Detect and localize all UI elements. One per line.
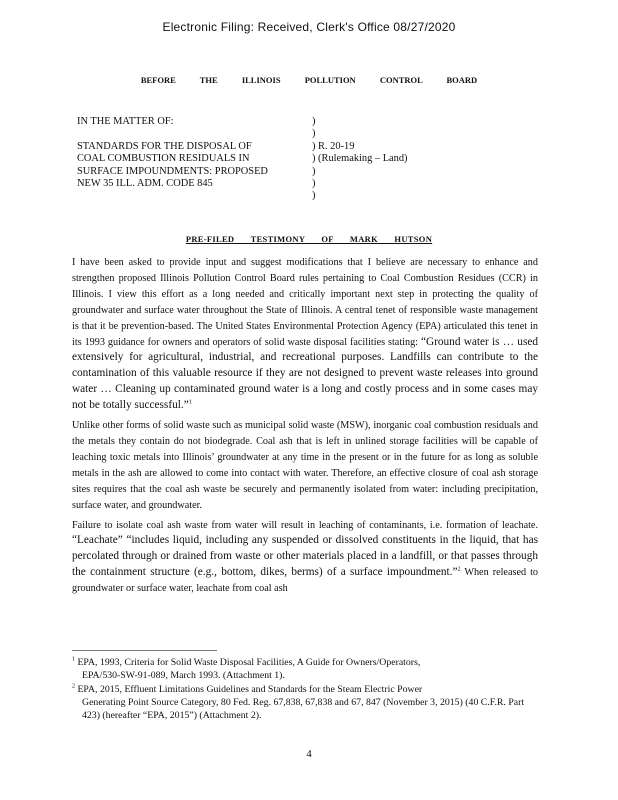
caption-bracket: ) (312, 128, 316, 140)
epa-quote: “Ground water is … used extensively for agricultural, industrial, and recreational purposes. Landfills can contribute to the contamination of this valuable resource if they are not designed to prevent waste releases into ground water … Cleaning up contaminated ground water is a long and costly process and in some cases may not be totally successful.” (72, 335, 538, 412)
footnote-divider (72, 650, 217, 651)
caption-left (77, 116, 317, 190)
paragraph-3-continuation: When released to groundwater or surface water, leachate from coal ash (72, 567, 538, 595)
footnote-text: EPA, 1993, Criteria for Solid Waste Disposal Facilities, A Guide for Owners/Operators, (75, 657, 421, 668)
caption-line (77, 128, 317, 140)
board-heading: BEFORE THE ILLINOIS POLLUTION CONTROL BOARD (140, 75, 478, 85)
caption-line: STANDARDS FOR THE DISPOSAL OF (77, 140, 252, 152)
paragraph-1 (72, 255, 538, 414)
leachate-definition: “Leachate” “includes liquid, including any suspended or dissolved constituents in the liquid, that has percolated through or drained from waste or other materials placed in a landfill, or that passes through the containment structure (e.g., bottom, dikes, berms) of a surface impoundment.” (72, 534, 538, 579)
caption-bracket: ) (312, 190, 316, 202)
paragraph-3-text: Failure to isolate coal ash waste from water will result in leaching of contaminants, i.e. formation of leachate. (72, 519, 538, 531)
caption-bracket: ) (312, 165, 316, 177)
testimony-title: PRE-FILED TESTIMONY OF MARK HUTSON (185, 234, 433, 244)
paragraph-1-text: I have been asked to provide input and suggest modifications that I believe are necessary to enhance and strengthen proposed Illinois Pollution Control Board rules pertaining to Coal Combustion Residues (CCR) in Illinois. I view this effort as a long needed and critically important next step in protecting the quality of groundwater and surface water throughout the State of Illinois. A central tenet of responsible waste management is that it be prevention-based. The United States Environmental Protection Agency (EPA) articulated this tenet in its 1993 guidance for owners and operators of solid waste disposal facilities stating: (72, 257, 538, 348)
docket-number: ) R. 20-19 (312, 140, 355, 152)
caption-right (312, 116, 512, 203)
rulemaking-type: ) (Rulemaking – Land) (312, 153, 408, 165)
footnote-text: EPA, 2015, Effluent Limitations Guidelines and Standards for the Steam Electric Power (75, 684, 423, 695)
footnote-2 (72, 683, 538, 722)
paragraph-3 (72, 518, 538, 598)
footnote-mark: 1 (72, 656, 75, 663)
testimony-title-wrap (0, 229, 618, 247)
footnotes (72, 656, 538, 723)
testimony-body (72, 255, 538, 601)
footnote-ref-1[interactable]: 1 (188, 399, 192, 406)
caption-bracket: ) (312, 116, 316, 127)
caption-line: IN THE MATTER OF: (77, 116, 174, 127)
footnote-ref-2[interactable]: 2 (457, 566, 461, 573)
page-number: 4 (306, 748, 312, 760)
caption-line: SURFACE IMPOUNDMENTS: PROPOSED (77, 165, 268, 177)
footnote-mark: 2 (72, 683, 75, 690)
filing-stamp-header: Electronic Filing: Received, Clerk's Office 08/27/2020 (162, 20, 456, 34)
footnote-1 (72, 656, 538, 682)
caption-line: COAL COMBUSTION RESIDUALS IN (77, 153, 250, 165)
footnote-text-cont: Generating Point Source Category, 80 Fed. Reg. 67,838, 67,838 and 67, 847 (November 3, 2015) (40 C.F.R. Part 423) (hereafter “EPA, 2015”) (Attachment 2). (82, 697, 525, 721)
caption-line: NEW 35 ILL. ADM. CODE 845 (77, 178, 213, 190)
paragraph-2: Unlike other forms of solid waste such as municipal solid waste (MSW), inorganic coal combustion residuals and the metals they contain do not biodegrade. Coal ash that is left in unlined storage facilities will be capable of leaching toxic metals into Illinois’ groundwater at any time in the present or in the future for as long as soluble metals in the ash are allowed to come into contact with water. Therefore, an effective closure of coal ash storage sites requires that the coal ash waste be securely and permanently isolated from water: including precipitation, surface water, and groundwater. (72, 420, 538, 511)
footnote-text-cont: EPA/530-SW-91-089, March 1993. (Attachment 1). (82, 670, 285, 681)
caption-bracket: ) (312, 178, 316, 190)
